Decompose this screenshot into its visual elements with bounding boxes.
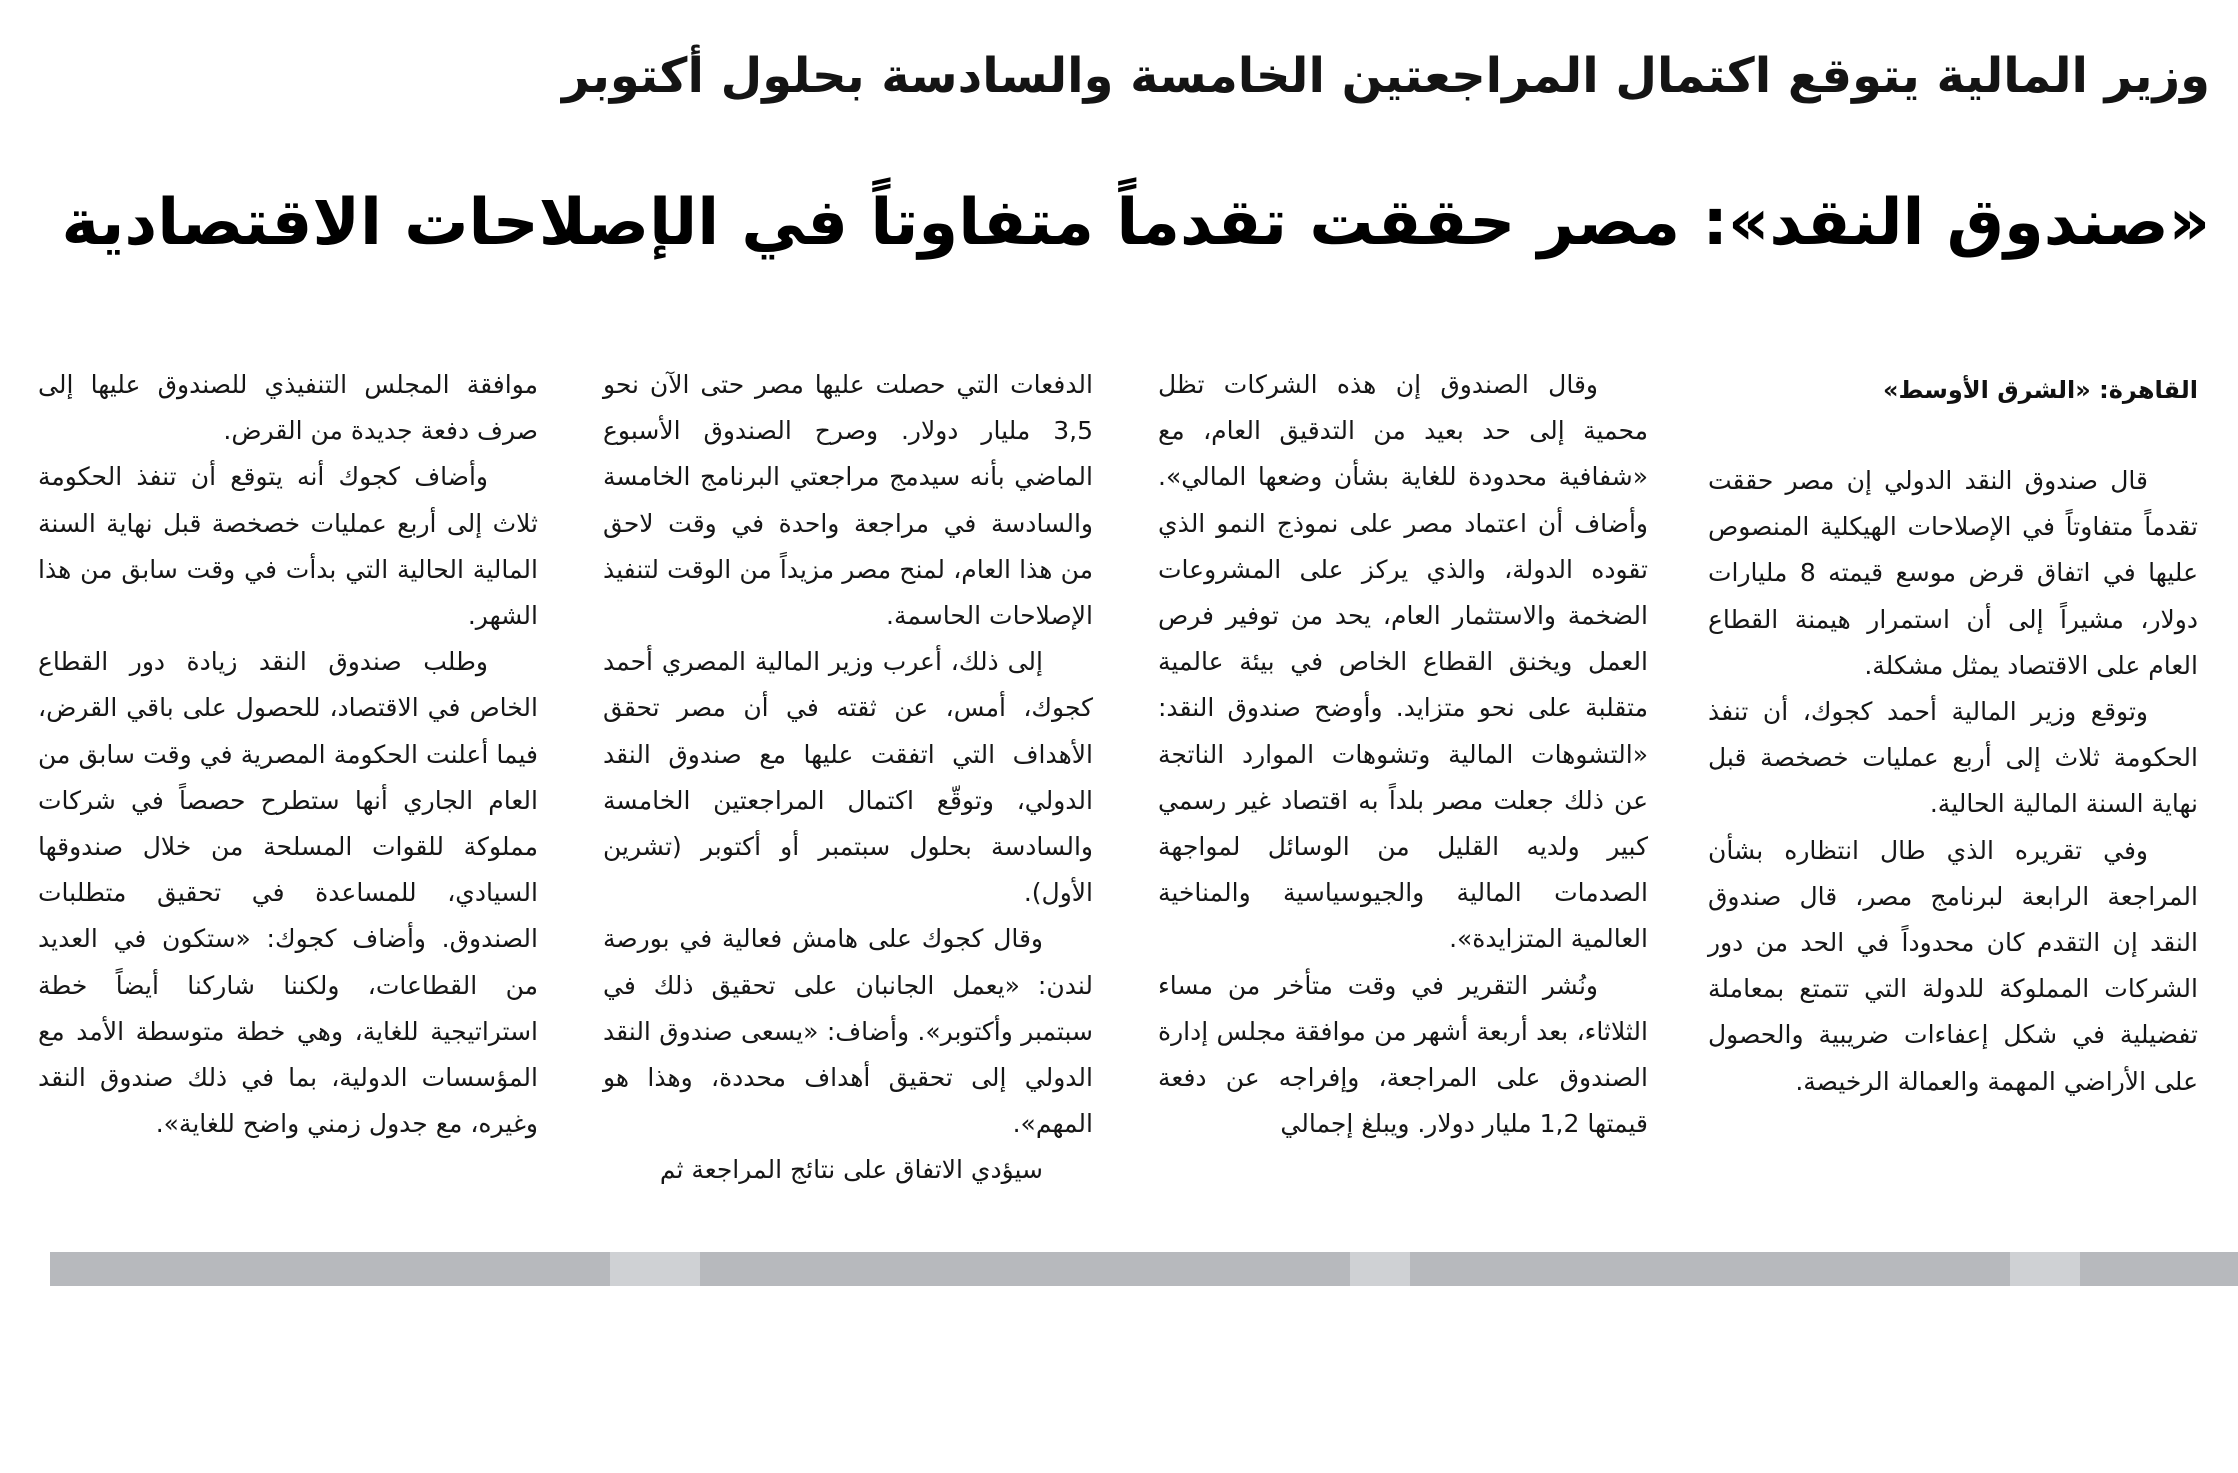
column-1-paragraph-1: قال صندوق النقد الدولي إن مصر حققت تقدماً متفاوتاً في الإصلاحات الهيكلية المنصوص عليها في اتفاق قرض موسع قيمته 8 مليارات دولار، مشيراً إلى أن استمرار هيمنة القطاع العام على الاقتصاد يمثل مشكلة. — [1708, 466, 2198, 680]
column-4-paragraph-2: وأضاف كجوك أنه يتوقع أن تنفذ الحكومة ثلاث إلى أربع عمليات خصخصة قبل نهاية السنة المالية الحالية التي بدأت في وقت سابق من هذا الشهر. — [38, 462, 538, 631]
column-3-paragraph-3: وقال كجوك على هامش فعالية في بورصة لندن: «يعمل الجانبان على تحقيق ذلك في سبتمبر وأكتوبر». وأضاف: «يسعى صندوق النقد الدولي إلى تحقيق أهداف محددة، وهذا هو المهم». — [603, 924, 1093, 1139]
column-3-paragraph-2: إلى ذلك، أعرب وزير المالية المصري أحمد كجوك، أمس، عن ثقته في أن مصر تحقق الأهداف التي اتفقت عليها مع صندوق النقد الدولي، وتوقّع اكتمال المراجعتين الخامسة والسادسة بحلول سبتمبر أو أكتوبر (تشرين الأول). — [603, 647, 1093, 908]
column-1-paragraph-3: وفي تقريره الذي طال انتظاره بشأن المراجعة الرابعة لبرنامج مصر، قال صندوق النقد إن التقدم كان محدوداً في الحد من دور الشركات المملوكة للدولة التي تتمتع بمعاملة تفضيلية في شكل إعفاءات ضريبية والحصول على الأراضي المهمة والعمالة الرخيصة. — [1708, 835, 2198, 1096]
article-column-1 — [1708, 458, 2198, 1105]
article-column-3 — [603, 362, 1093, 1194]
column-3-paragraph-1: الدفعات التي حصلت عليها مصر حتى الآن نحو 3,5 مليار دولار. وصرح الصندوق الأسبوع الماضي بأنه سيدمج مراجعتي البرنامج الخامسة والسادسة في مراجعة واحدة في وقت لاحق من هذا العام، لمنح مصر مزيداً من الوقت لتنفيذ الإصلاحات الحاسمة. — [603, 370, 1093, 631]
column-1-paragraph-2: وتوقع وزير المالية أحمد كجوك، أن تنفذ الحكومة ثلاث إلى أربع عمليات خصخصة قبل نهاية السنة المالية الحالية. — [1708, 697, 2198, 819]
column-4-paragraph-1: موافقة المجلس التنفيذي للصندوق عليها إلى صرف دفعة جديدة من القرض. — [38, 370, 538, 446]
kicker-headline: وزير المالية يتوقع اكتمال المراجعتين الخامسة والسادسة بحلول أكتوبر — [561, 48, 2210, 104]
rule-segment — [610, 1252, 700, 1286]
column-2-paragraph-2: ونُشر التقرير في وقت متأخر من مساء الثلاثاء، بعد أربعة أشهر من موافقة مجلس إدارة الصندوق على المراجعة، وإفراجه عن دفعة قيمتها 1,2 مليار دولار. ويبلغ إجمالي — [1158, 970, 1648, 1139]
column-2-paragraph-1: وقال الصندوق إن هذه الشركات تظل محمية إلى حد بعيد من التدقيق العام، مع «شفافية محدودة للغاية بشأن وضعها المالي». وأضاف أن اعتماد مصر على نموذج النمو الذي تقوده الدولة، والذي يركز على المشروعات الضخمة والاستثمار العام، يحد من توفير فرص العمل ويخنق القطاع الخاص في بيئة عالمية متقلبة على نحو متزايد. وأوضح صندوق النقد: «التشوهات المالية وتشوهات الموارد الناتجة عن ذلك جعلت مصر بلداً به اقتصاد غير رسمي كبير ولديه القليل من الوسائل لمواجهة الصدمات المالية والجيوسياسية والمناخية العالمية المتزايدة». — [1158, 370, 1648, 954]
main-headline: «صندوق النقد»: مصر حققت تقدماً متفاوتاً في الإصلاحات الاقتصادية — [61, 186, 2210, 260]
byline: القاهرة: «الشرق الأوسط» — [1883, 376, 2198, 404]
bottom-decorative-rule — [50, 1252, 2238, 1286]
rule-segment — [2010, 1252, 2080, 1286]
article-column-4 — [38, 362, 538, 1147]
column-4-paragraph-3: وطلب صندوق النقد زيادة دور القطاع الخاص في الاقتصاد، للحصول على باقي القرض، فيما أعلنت الحكومة المصرية في وقت سابق من العام الجاري أنها ستطرح حصصاً في شركات مملوكة للقوات المسلحة من خلال صندوقها السيادي، للمساعدة في تحقيق متطلبات الصندوق. وأضاف كجوك: «ستكون في العديد من القطاعات، ولكننا شاركنا أيضاً خطة استراتيجية للغاية، وهي خطة متوسطة الأمد مع المؤسسات الدولية، بما في ذلك صندوق النقد وغيره، مع جدول زمني واضح للغاية». — [38, 647, 538, 1139]
rule-segment — [1350, 1252, 1410, 1286]
article-column-2 — [1158, 362, 1648, 1147]
column-3-paragraph-4: سيؤدي الاتفاق على نتائج المراجعة ثم — [659, 1155, 1043, 1185]
